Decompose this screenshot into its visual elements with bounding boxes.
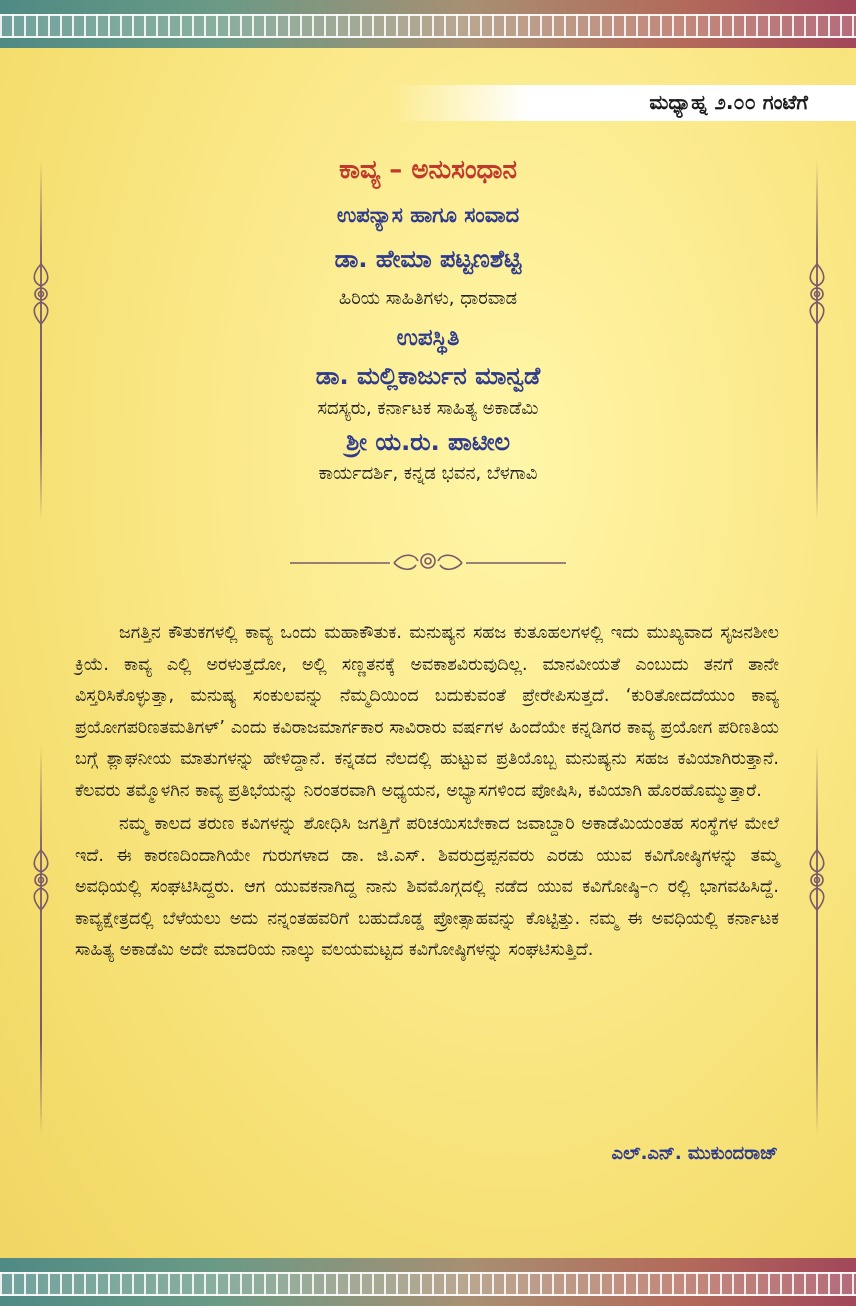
author-signature: ಎಲ್.ಎನ್. ಮುಕುಂದರಾಜ್	[611, 1143, 778, 1164]
time-banner	[390, 85, 856, 121]
guest1-role: ಸದಸ್ಯರು, ಕರ್ನಾಟಕ ಸಾಹಿತ್ಯ ಅಕಾಡೆಮಿ	[317, 398, 539, 419]
guest1-name: ಡಾ. ಮಲ್ಲಿಕಾರ್ಜುನ ಮಾನ್ವಡೆ	[315, 362, 541, 390]
paragraph: ಜಗತ್ತಿನ ಕೌತುಕಗಳಲ್ಲಿ ಕಾವ್ಯ ಒಂದು ಮಹಾಕೌತುಕ. ಮನುಷ್ಯನ ಸಹಜ ಕುತೂಹಲಗಳಲ್ಲಿ ಇದು ಮುಖ್ಯವಾದ ಸೃಜನಶೀಲ ಕ್ರಿಯೆ. ಕಾವ್ಯ ಎಲ್ಲಿ ಅರಳುತ್ತದೋ, ಅಲ್ಲಿ ಸಣ್ಣತನಕ್ಕೆ ಅವಕಾಶವಿರುವುದಿಲ್ಲ. ಮಾನವೀಯತೆ ಎಂಬುದು ತನಗೆ ತಾನೇ ವಿಸ್ತರಿಸಿಕೊಳ್ಳುತ್ತಾ, ಮನುಷ್ಯ ಸಂಕುಲವನ್ನು ನೆಮ್ಮದಿಯಿಂದ ಬದುಕುವಂತೆ ಪ್ರೇರೇಪಿಸುತ್ತದೆ. ‘ಕುರಿತೋದದೆಯುಂ ಕಾವ್ಯ ಪ್ರಯೋಗಪರಿಣತಮತಿಗಳ್’ ಎಂದು ಕವಿರಾಜಮಾರ್ಗಕಾರ ಸಾವಿರಾರು ವರ್ಷಗಳ ಹಿಂದೆಯೇ ಕನ್ನಡಿಗರ ಕಾವ್ಯ ಪ್ರಯೋಗ ಪರಿಣತಿಯ ಬಗ್ಗೆ ಶ್ಲಾಘನೀಯ ಮಾತುಗಳನ್ನು ಹೇಳಿದ್ದಾನೆ. ಕನ್ನಡದ ನೆಲದಲ್ಲಿ ಹುಟ್ಟುವ ಪ್ರತಿಯೊಬ್ಬ ಮನುಷ್ಯನು ಸಹಜ ಕವಿಯಾಗಿರುತ್ತಾನೆ. ಕೆಲವರು ತಮ್ಮೊಳಗಿನ ಕಾವ್ಯ ಪ್ರತಿಭೆಯನ್ನು ನಿರಂತರವಾಗಿ ಅಧ್ಯಯನ, ಅಭ್ಯಾಸಗಳಿಂದ ಪೋಷಿಸಿ, ಕವಿಯಾಗಿ ಹೊರಹೊಮ್ಮುತ್ತಾರೆ.	[75, 623, 779, 801]
guest2-name: ಶ್ರೀ ಯ.ರು. ಪಾಟೀಲ	[345, 428, 511, 456]
left-line-lower	[40, 745, 42, 1135]
program-title: ಕಾವ್ಯ – ಅನುಸಂಧಾನ	[339, 155, 517, 185]
right-line-lower	[816, 745, 818, 1135]
body-article	[75, 618, 779, 969]
scroll-divider-icon	[290, 545, 566, 573]
paragraph: ನಮ್ಮ ಕಾಲದ ತರುಣ ಕವಿಗಳನ್ನು ಶೋಧಿಸಿ ಜಗತ್ತಿಗೆ ಪರಿಚಯಿಸಬೇಕಾದ ಜವಾಬ್ದಾರಿ ಅಕಾಡೆಮಿಯಂತಹ ಸಂಸ್ಥೆಗಳ ಮೇಲೆ ಇದೆ. ಈ ಕಾರಣದಿಂದಾಗಿಯೇ ಗುರುಗಳಾದ ಡಾ. ಜಿ.ಎಸ್. ಶಿವರುದ್ರಪ್ಪನವರು ಎರಡು ಯುವ ಕವಿಗೋಷ್ಠಿಗಳನ್ನು ತಮ್ಮ ಅವಧಿಯಲ್ಲಿ ಸಂಘಟಿಸಿದ್ದರು. ಆಗ ಯುವಕನಾಗಿದ್ದ ನಾನು ಶಿವಮೊಗ್ಗದಲ್ಲಿ ನಡೆದ ಯುವ ಕವಿಗೋಷ್ಠಿ–೧ ರಲ್ಲಿ ಭಾಗವಹಿಸಿದ್ದೆ. ಕಾವ್ಯಕ್ಷೇತ್ರದಲ್ಲಿ ಬೆಳೆಯಲು ಅದು ನನ್ನಂತಹವರಿಗೆ ಬಹುದೊಡ್ಡ ಪ್ರೋತ್ಸಾಹವನ್ನು ಕೊಟ್ಟಿತ್ತು. ನಮ್ಮ ಈ ಅವಧಿಯಲ್ಲಿ ಕರ್ನಾಟಕ ಸಾಹಿತ್ಯ ಅಕಾಡೆಮಿ ಅದೇ ಮಾದರಿಯ ನಾಲ್ಕು ವಲಯಮಟ್ಟದ ಕವಿಗೋಷ್ಠಿಗಳನ್ನು ಸಂಘಟಿಸುತ್ತಿದೆ.	[75, 814, 779, 960]
top-border	[0, 0, 856, 48]
program-time: ಮಧ್ಯಾಹ್ನ ೨.೦೦ ಗಂಟೆಗೆ	[649, 90, 808, 114]
scroll-ornament-icon	[804, 848, 830, 912]
speaker-role: ಹಿರಿಯ ಸಾಹಿತಿಗಳು, ಧಾರವಾಡ	[338, 288, 518, 309]
scroll-ornament-icon	[28, 848, 54, 912]
speaker-name: ಡಾ. ಹೇಮಾ ಪಟ್ಟಣಶೆಟ್ಟಿ	[334, 245, 522, 273]
guest2-role: ಕಾರ್ಯದರ್ಶಿ, ಕನ್ನಡ ಭವನ, ಬೆಳಗಾವಿ	[318, 463, 538, 484]
presence-label: ಉಪಸ್ಥಿತಿ	[396, 325, 460, 351]
bottom-border	[0, 1258, 856, 1306]
program-subtitle: ಉಪನ್ಯಾಸ ಹಾಗೂ ಸಂವಾದ	[336, 203, 520, 227]
